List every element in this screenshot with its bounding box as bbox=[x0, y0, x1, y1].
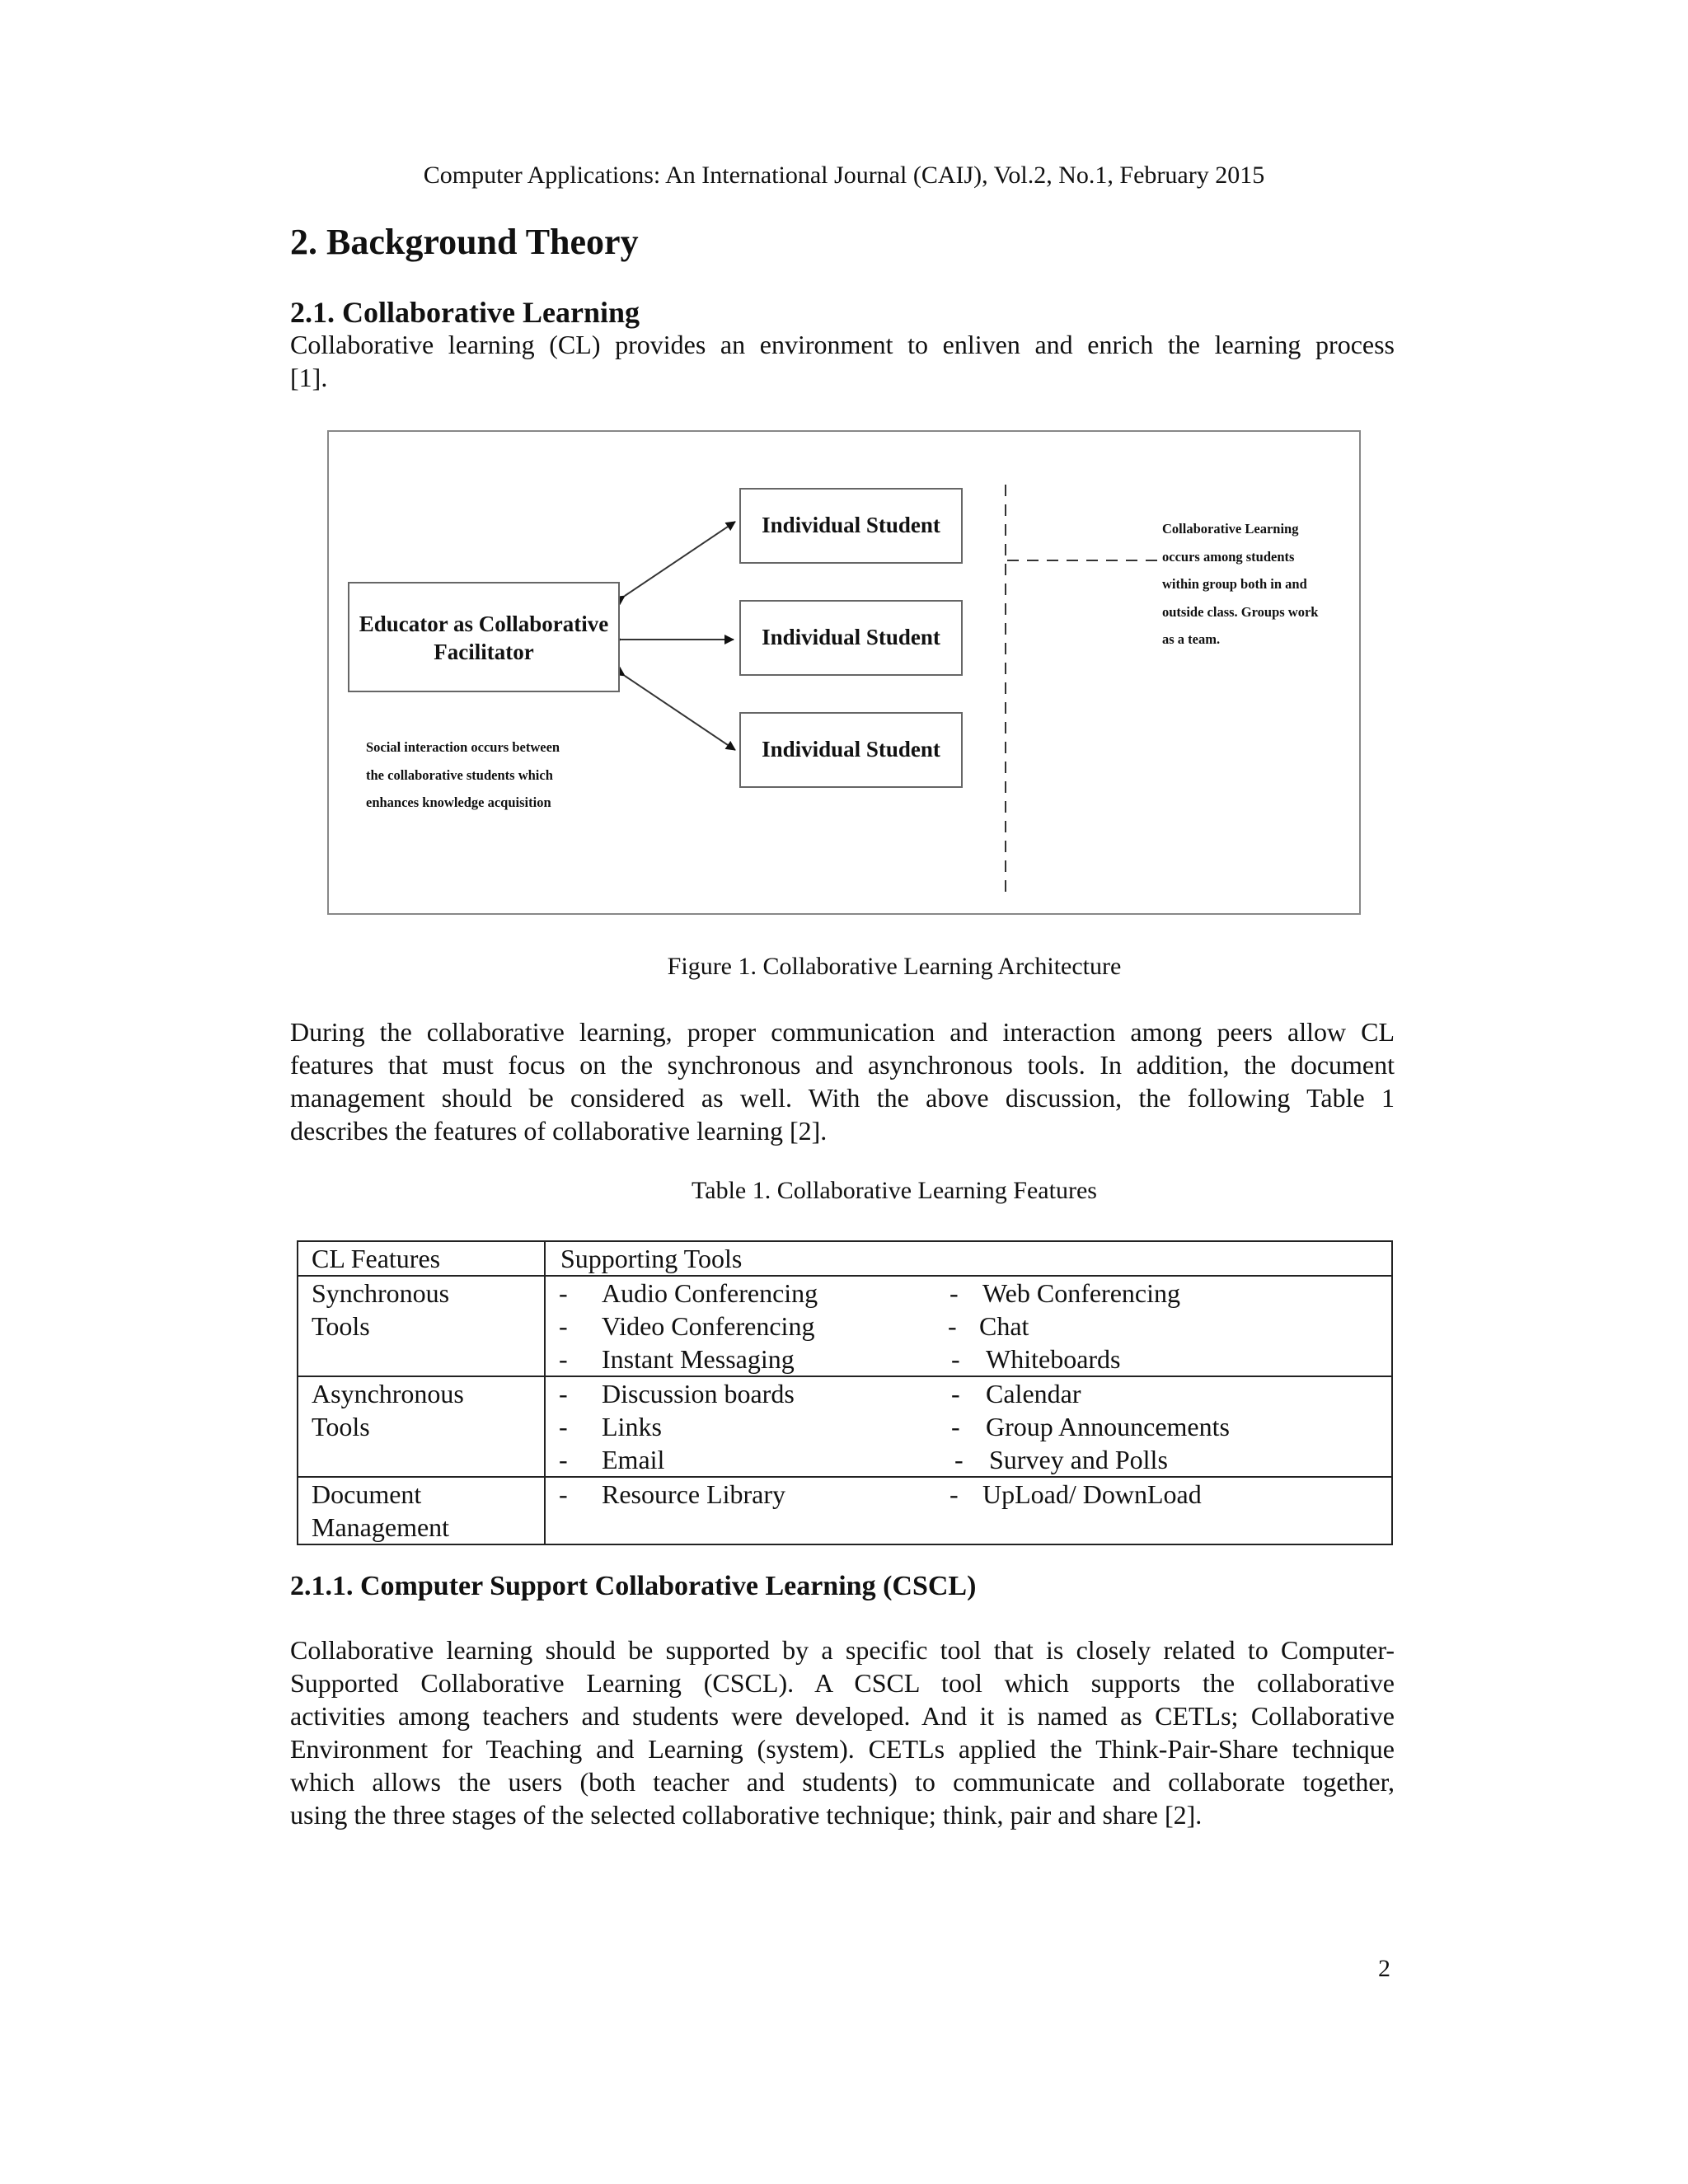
text-line: using the three stages of the selected collaborative technique; think, pair and share [2]. bbox=[290, 1800, 1203, 1830]
body-paragraph bbox=[290, 1015, 1395, 1147]
educator-label: Educator as Collaborative Facilitator bbox=[359, 612, 609, 664]
feature-cell bbox=[298, 1376, 545, 1477]
features-table bbox=[297, 1240, 1393, 1545]
bullet-dash: - bbox=[950, 1479, 959, 1509]
feature-cell bbox=[298, 1477, 545, 1544]
bullet-dash: - bbox=[559, 1379, 568, 1408]
tool-item: Instant Messaging bbox=[602, 1344, 795, 1374]
tool-item: Survey and Polls bbox=[989, 1445, 1168, 1474]
table-row bbox=[298, 1376, 1392, 1477]
right-note bbox=[1162, 515, 1318, 654]
header-cell: Supporting Tools bbox=[545, 1241, 1392, 1276]
student-box-3: Individual Student bbox=[739, 712, 963, 788]
tool-item: Resource Library bbox=[602, 1479, 786, 1509]
educator-box bbox=[348, 582, 620, 692]
tool-item: Web Conferencing bbox=[982, 1278, 1180, 1308]
text-line: Collaborative learning should be supported by a specific tool that is closely related to Computer- bbox=[290, 1635, 1395, 1665]
table-row bbox=[298, 1477, 1392, 1544]
tool-item: Calendar bbox=[986, 1379, 1081, 1408]
tool-item: Chat bbox=[979, 1311, 1029, 1341]
text-line: describes the features of collaborative learning [2]. bbox=[290, 1116, 828, 1146]
figure-caption: Figure 1. Collaborative Learning Architecture bbox=[667, 953, 1122, 980]
note-line: Collaborative Learning bbox=[1162, 521, 1299, 537]
feature-line: Tools bbox=[312, 1311, 370, 1341]
left-note bbox=[366, 733, 560, 817]
feature-cell bbox=[298, 1276, 545, 1376]
text-line: Supported Collaborative Learning (CSCL). A CSCL tool which supports the collaborative bbox=[290, 1668, 1395, 1698]
tool-item: Whiteboards bbox=[986, 1344, 1121, 1374]
student-box-2: Individual Student bbox=[739, 600, 963, 676]
note-line: the collaborative students which bbox=[366, 766, 553, 783]
running-header: Computer Applications: An International Journal (CAIJ), Vol.2, No.1, February 2015 bbox=[423, 162, 1265, 189]
note-line: enhances knowledge acquisition bbox=[366, 794, 551, 810]
bullet-dash: - bbox=[950, 1278, 959, 1308]
bullet-dash: - bbox=[559, 1311, 568, 1341]
feature-line: Management bbox=[312, 1512, 450, 1542]
table-row bbox=[298, 1276, 1392, 1376]
tool-item: Email bbox=[602, 1445, 665, 1474]
tools-cell bbox=[545, 1477, 1392, 1544]
bullet-dash: - bbox=[948, 1311, 957, 1341]
header-cell: CL Features bbox=[298, 1241, 545, 1276]
text-line: which allows the users (both teacher and students) to communicate and collaborate together, bbox=[290, 1767, 1395, 1797]
feature-line: Document bbox=[312, 1479, 422, 1509]
connector-arrow-top bbox=[625, 522, 735, 596]
bullet-dash: - bbox=[951, 1344, 960, 1374]
text-line: features that must focus on the synchronous and asynchronous tools. In addition, the document bbox=[290, 1050, 1395, 1080]
bullet-dash: - bbox=[559, 1445, 568, 1474]
text-line: activities among teachers and students were developed. And it is named as CETLs; Collaborative bbox=[290, 1701, 1395, 1731]
tool-item: Audio Conferencing bbox=[602, 1278, 818, 1308]
bullet-dash: - bbox=[954, 1445, 964, 1474]
text-line: Collaborative learning (CL) provides an environment to enliven and enrich the learning process bbox=[290, 330, 1395, 359]
feature-line: Asynchronous bbox=[312, 1379, 464, 1408]
note-line: as a team. bbox=[1162, 631, 1221, 647]
tool-item: UpLoad/ DownLoad bbox=[982, 1479, 1202, 1509]
text-line: management should be considered as well. With the above discussion, the following Table 1 bbox=[290, 1083, 1395, 1113]
bullet-dash: - bbox=[559, 1479, 568, 1509]
tools-cell bbox=[545, 1376, 1392, 1477]
table-caption: Table 1. Collaborative Learning Features bbox=[692, 1177, 1097, 1204]
bullet-dash: - bbox=[951, 1379, 960, 1408]
page-number: 2 bbox=[1378, 1955, 1390, 1982]
note-line: outside class. Groups work bbox=[1162, 603, 1319, 620]
student-box-1: Individual Student bbox=[739, 488, 963, 564]
text-line: Environment for Teaching and Learning (system). CETLs applied the Think-Pair-Share technique bbox=[290, 1734, 1395, 1764]
tools-cell bbox=[545, 1276, 1392, 1376]
subsection-title: 2.1. Collaborative Learning bbox=[290, 296, 640, 329]
feature-line: Tools bbox=[312, 1412, 370, 1441]
note-line: occurs among students bbox=[1162, 548, 1295, 565]
subsubsection-title: 2.1.1. Computer Support Collaborative Learning (CSCL) bbox=[290, 1571, 977, 1601]
tool-item: Group Announcements bbox=[986, 1412, 1230, 1441]
tool-item: Discussion boards bbox=[602, 1379, 795, 1408]
cscl-paragraph bbox=[290, 1633, 1395, 1831]
table-header-row bbox=[298, 1241, 1392, 1276]
bullet-dash: - bbox=[559, 1344, 568, 1374]
section-title: 2. Background Theory bbox=[290, 222, 639, 262]
note-line: Social interaction occurs between bbox=[366, 739, 560, 755]
bullet-dash: - bbox=[559, 1412, 568, 1441]
bullet-dash: - bbox=[559, 1278, 568, 1308]
bullet-dash: - bbox=[951, 1412, 960, 1441]
tool-item: Links bbox=[602, 1412, 662, 1441]
feature-line: Synchronous bbox=[312, 1278, 450, 1308]
text-line: During the collaborative learning, proper communication and interaction among peers allow CL bbox=[290, 1017, 1395, 1047]
connector-arrow-bottom bbox=[625, 676, 735, 750]
text-line: [1]. bbox=[290, 363, 328, 392]
note-line: within group both in and bbox=[1162, 576, 1307, 592]
tool-item: Video Conferencing bbox=[602, 1311, 815, 1341]
